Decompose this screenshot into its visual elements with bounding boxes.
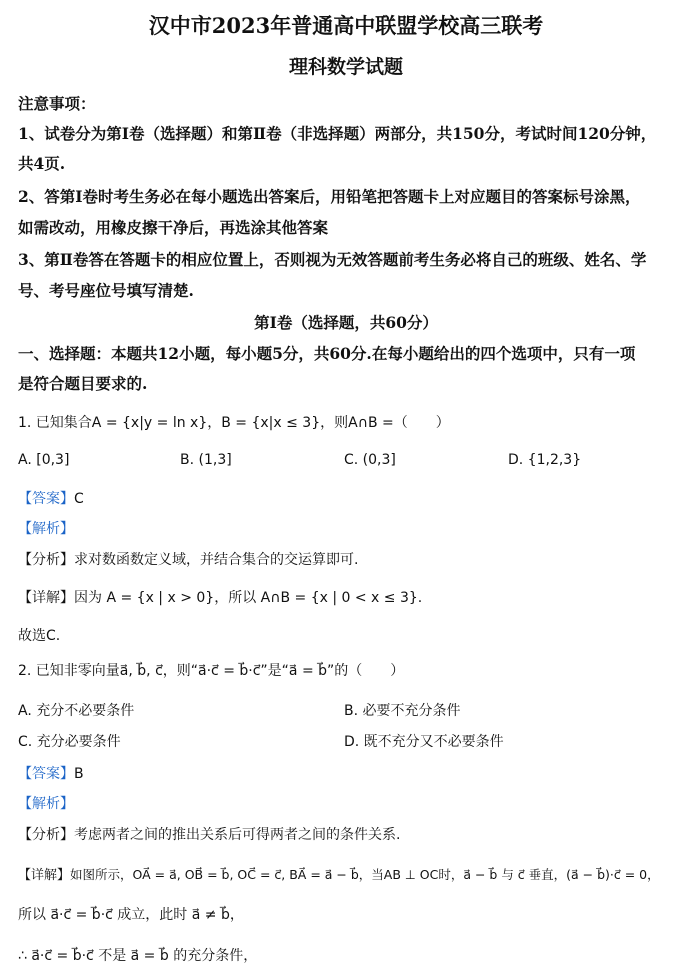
detail-tag: 【详解】 [18, 868, 71, 883]
notes-heading: 注意事项： [18, 94, 96, 113]
conclusion-text: 故选C. [18, 628, 61, 644]
option-a: A. [0,3] [18, 452, 70, 468]
detail-text: 因为 A = {x | x > 0}，所以 A∩B = {x | 0 < x ≤ 3}. [74, 590, 423, 606]
detail-line [18, 587, 422, 607]
fenxi-text: 求对数函数定义域，并结合集合的交运算即可. [74, 552, 359, 568]
notes-item: 号、考号座位号填写清楚. [18, 281, 194, 300]
notes-item: 3、第Ⅱ卷答在答题卡的相应位置上，否则视为无效答题前考生务必将自己的班级、姓名、学 [18, 250, 647, 269]
page-subtitle: 理科数学试题 [288, 56, 403, 78]
answer-line [18, 763, 84, 783]
answer-value: C [74, 491, 84, 507]
notes-item: 2、答第Ⅰ卷时考生务必在每小题选出答案后，用铅笔把答题卡上对应题目的答案标号涂黑， [18, 187, 641, 206]
option-d: D. {1,2,3} [508, 452, 582, 468]
notes-item: 共4页. [18, 154, 66, 173]
section-title: 第Ⅰ卷（选择题，共60分） [254, 313, 438, 332]
notes-item: 如需改动，用橡皮擦干净后，再选涂其他答案 [18, 218, 329, 237]
answer-tag: 【答案】 [18, 766, 74, 782]
answer-tag: 【答案】 [18, 491, 74, 507]
option-b: B. 必要不充分条件 [344, 703, 461, 719]
fenxi-line [18, 824, 400, 844]
detail-line [18, 864, 660, 883]
analysis-label: 【解析】 [18, 796, 74, 812]
fenxi-text: 考虑两者之间的推出关系后可得两者之间的条件关系. [74, 827, 401, 843]
detail-tag: 【详解】 [18, 590, 74, 606]
option-a: A. 充分不必要条件 [18, 703, 135, 719]
notes-item: 1、试卷分为第Ⅰ卷（选择题）和第Ⅱ卷（非选择题）两部分，共150分，考试时间120分钟， [18, 124, 657, 143]
analysis-tag [18, 518, 74, 538]
detail-line-3: ∴ a⃗·c⃗ = b⃗·c⃗ 不是 a⃗ = b⃗ 的充分条件， [18, 948, 258, 964]
answer-value: B [74, 766, 84, 782]
detail-line-2: 所以 a⃗·c⃗ = b⃗·c⃗ 成立，此时 a⃗ ≠ b⃗， [18, 907, 244, 923]
option-d: D. 既不充分又不必要条件 [344, 734, 504, 750]
option-c: C. (0,3] [344, 452, 396, 468]
option-b: B. (1,3] [180, 452, 232, 468]
section-intro: 一、选择题：本题共12小题，每小题5分，共60分.在每小题给出的四个选项中，只有一项 [18, 344, 636, 363]
question-stem: 2. 已知非零向量a⃗, b⃗, c⃗，则“a⃗·c⃗ = b⃗·c⃗”是“a⃗ = b⃗”的（ ） [18, 663, 405, 679]
analysis-label: 【解析】 [18, 521, 74, 537]
option-c: C. 充分必要条件 [18, 734, 121, 750]
fenxi-tag: 【分析】 [18, 827, 74, 843]
fenxi-line [18, 549, 358, 569]
page-title: 汉中市2023年普通高中联盟学校高三联考 [148, 13, 544, 38]
question-stem: 1. 已知集合A = {x|y = ln x}，B = {x|x ≤ 3}，则A∩B =（ ） [18, 415, 450, 431]
fenxi-tag: 【分析】 [18, 552, 74, 568]
analysis-tag [18, 793, 74, 813]
answer-line [18, 488, 84, 508]
section-intro: 是符合题目要求的. [18, 374, 148, 393]
detail-text: 如图所示，OA⃗ = a⃗, OB⃗ = b⃗, OC⃗ = c⃗, BA⃗ = a⃗ − b⃗，当AB ⊥ OC时，a⃗ − b⃗ 与 c⃗ 垂直，(a⃗ − b⃗)·c⃗ = 0， [70, 867, 660, 882]
